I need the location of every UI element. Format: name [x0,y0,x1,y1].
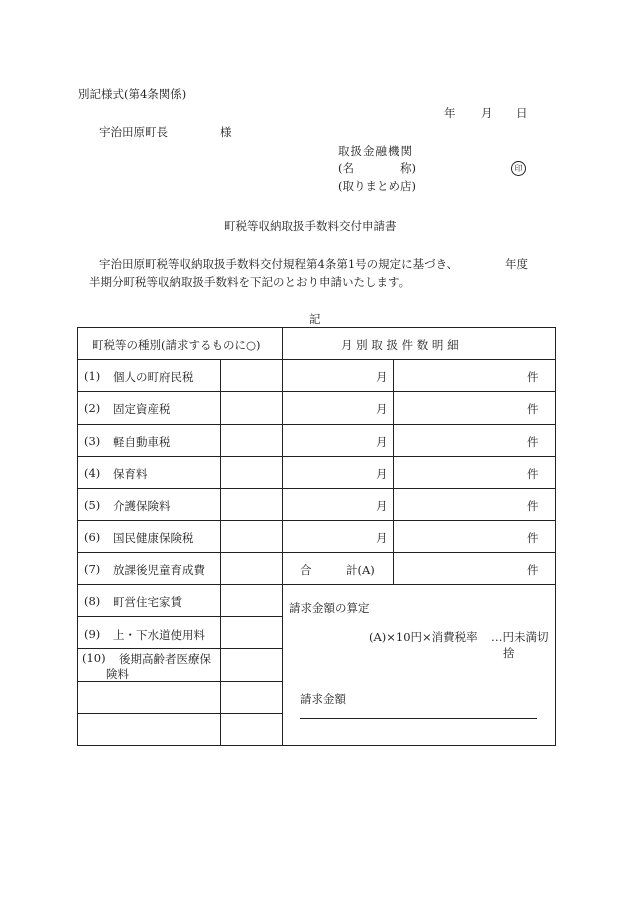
item-label: 上・下水道使用料 [113,628,205,642]
item-label: 町営住宅家賃 [113,595,182,609]
total-label-a: 計(A) [346,563,375,577]
month-unit: 月 [376,402,388,416]
month-unit: 月 [376,370,388,384]
item-no: (9) [84,627,101,641]
institution-label: 取扱金融機関 [338,144,413,158]
total-label: 合 [300,563,312,577]
institution-name-open: (名 [338,161,354,175]
date-day: 日 [516,106,528,120]
institution-group: (取りまとめ店) [338,179,416,193]
header-left: 町税等の種別(請求するものに○) [92,338,261,352]
item-no: (1) [84,369,101,383]
month-unit: 月 [376,435,388,449]
item-label: 介護保険料 [113,499,171,513]
item-label: 放課後児童育成費 [113,563,205,577]
amount-label: 請求金額 [300,692,346,706]
form-label: 別記様式(第4条関係) [78,87,187,101]
calc-note-cont: 捨 [503,646,515,660]
item-label: 軽自動車税 [113,435,171,449]
month-unit: 月 [376,531,388,545]
body-line2: 半期分町税等収納取扱手数料を下記のとおり申請いたします。 [89,275,411,289]
month-unit: 月 [376,499,388,513]
seal-mark: 印 [511,161,526,176]
count-unit: 件 [527,499,539,513]
item-label: 固定資産税 [113,402,171,416]
header-right: 月 別 取 扱 件 数 明 細 [341,338,459,352]
item-no: (5) [84,498,101,512]
item-label: 国民健康保険税 [113,531,194,545]
item-label: 個人の町府民税 [113,370,194,384]
item-no: (2) [84,401,101,415]
body-line1: 宇治田原町税等収納取扱手数料交付規程第4条第1号の規定に基づき、 [99,257,459,271]
item-no: (8) [84,594,101,608]
calc-note: …円未満切 [491,630,549,644]
month-unit: 月 [376,467,388,481]
document-title: 町税等収納取扱手数料交付申請書 [224,219,397,233]
count-unit: 件 [527,370,539,384]
date-month: 月 [481,106,493,120]
addressee-honorific: 様 [220,125,232,139]
ki-label: 記 [309,312,321,326]
count-unit: 件 [527,531,539,545]
item-label: 後期高齢者医療保 [119,652,211,666]
date-year: 年 [444,106,456,120]
item-no: (7) [84,562,101,576]
item-no: (10) [82,651,106,665]
count-unit: 件 [527,563,539,577]
item-no: (6) [84,530,101,544]
item-no: (4) [84,466,101,480]
addressee-name: 宇治田原町長 [99,125,168,139]
count-unit: 件 [527,467,539,481]
item-label: 保育料 [113,467,148,481]
count-unit: 件 [527,435,539,449]
count-unit: 件 [527,402,539,416]
body-fiscal-year: 年度 [505,257,528,271]
calc-formula: (A)×10円×消費税率 [369,630,478,644]
calc-title: 請求金額の算定 [289,601,370,615]
institution-name-close: 称) [400,161,416,175]
item-label-cont: 険料 [106,667,129,681]
item-no: (3) [84,434,101,448]
